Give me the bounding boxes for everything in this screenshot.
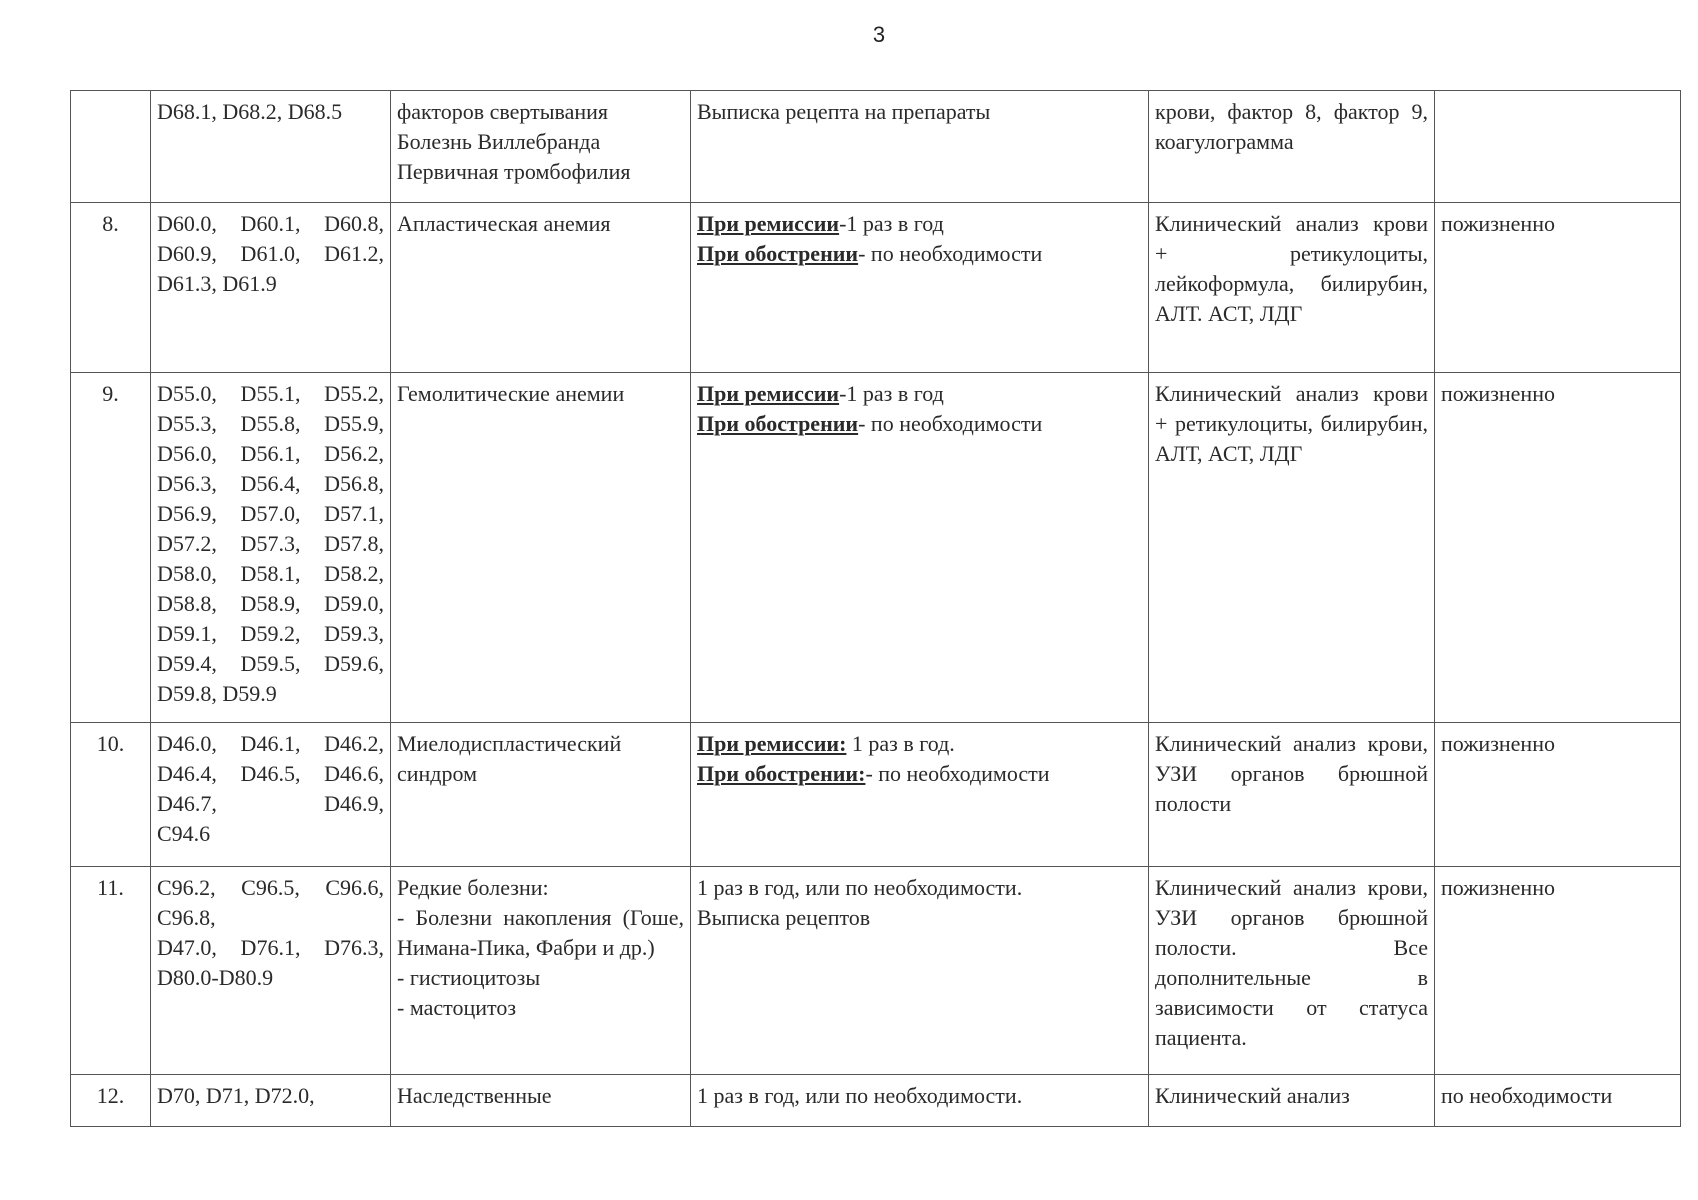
lab-tests-cell: Клинический анализ крови, УЗИ органов брюшной полости. Все дополнительные в зависимости от статуса пациента. [1149,867,1435,1075]
frequency-line [697,209,1142,239]
icd-codes-cell [151,373,391,723]
icd-code-line: D55.0, D55.1, D55.2, [157,381,384,406]
disease-line: - гистиоцитозы [397,965,541,990]
lab-tests-cell: Клинический анализ [1149,1075,1435,1127]
observation-frequency-cell [691,373,1149,723]
icd-code-line: D58.8, D58.9, D59.0, [157,591,384,616]
duration-cell: пожизненно [1435,723,1681,867]
frequency-label: При обострении [697,411,859,436]
icd-code-line: D59.1, D59.2, D59.3, [157,621,384,646]
lab-tests-cell: крови, фактор 8, фактор 9, коагулограмма [1149,91,1435,203]
lab-tests-cell: Клинический анализ крови, УЗИ органов брюшной полости [1149,723,1435,867]
duration-cell: пожизненно [1435,867,1681,1075]
icd-code-line: D59.8, D59.9 [157,681,277,706]
frequency-text: -1 раз в год [839,381,944,406]
icd-code-line: D58.0, D58.1, D58.2, [157,561,384,586]
icd-code-line: D68.1, D68.2, D68.5 [157,99,343,124]
icd-code-line: D46.4, D46.5, D46.6, [157,761,384,786]
frequency-text: - по необходимости [858,411,1043,436]
disease-line: - мастоцитоз [397,995,517,1020]
frequency-label: При ремиссии [697,211,840,236]
icd-code-line: D56.9, D57.0, D57.1, [157,501,384,526]
observation-frequency-cell [691,91,1149,203]
icd-codes-cell [151,91,391,203]
row-number: 9. [71,373,151,723]
icd-code-line: C96.8, [157,905,216,930]
table-row [71,867,1681,1075]
duration-cell: пожизненно [1435,373,1681,723]
disease-line: синдром [397,761,478,786]
frequency-text: - по необходимости [858,241,1043,266]
disease-cell [391,867,691,1075]
disease-line: Болезнь Виллебранда [397,129,601,154]
disease-cell [391,1075,691,1127]
frequency-line [697,729,1142,759]
observation-frequency-cell [691,203,1149,373]
frequency-text: -1 раз в год [839,211,944,236]
disease-line: Миелодиспластический [397,731,622,756]
icd-code-line: D70, D71, D72.0, [157,1083,315,1108]
table-row [71,91,1681,203]
icd-code-line: C94.6 [157,821,211,846]
row-number: 12. [71,1075,151,1127]
frequency-label: При обострении: [697,761,866,786]
icd-code-line: D56.0, D56.1, D56.2, [157,441,384,466]
icd-codes-cell [151,723,391,867]
disease-line: - Болезни накопления (Гоше, Нимана-Пика, Фабри и др.) [397,905,684,960]
disease-line: Наследственные [397,1083,552,1108]
icd-code-line: D46.0, D46.1, D46.2, [157,731,384,756]
frequency-text: 1 раз в год, или по необходимости. [697,875,1023,900]
frequency-line [697,97,1142,127]
duration-cell: по необходимости [1435,1075,1681,1127]
icd-code-line: D56.3, D56.4, D56.8, [157,471,384,496]
disease-cell [391,723,691,867]
table-row [71,1075,1681,1127]
table-row [71,203,1681,373]
disease-line: факторов свертывания [397,99,609,124]
disease-line: Первичная тромбофилия [397,159,631,184]
icd-codes-cell [151,1075,391,1127]
disease-cell [391,91,691,203]
frequency-text: Выписка рецепта на препараты [697,99,991,124]
observation-frequency-cell [691,867,1149,1075]
icd-code-line: D59.4, D59.5, D59.6, [157,651,384,676]
table-row [71,373,1681,723]
icd-code-line: D55.3, D55.8, D55.9, [157,411,384,436]
icd-codes-cell [151,203,391,373]
lab-tests-cell: Клинический анализ крови + ретикулоциты, билирубин, АЛТ, АСТ, ЛДГ [1149,373,1435,723]
icd-code-line: D60.0, D60.1, D60.8, [157,211,384,236]
observation-frequency-cell [691,723,1149,867]
disease-line: Гемолитические анемии [397,381,625,406]
icd-codes-cell [151,867,391,1075]
duration-cell [1435,91,1681,203]
icd-code-line: D60.9, D61.0, D61.2, [157,241,384,266]
icd-code-line: D80.0-D80.9 [157,965,274,990]
table-body [71,91,1681,1127]
frequency-text: - по необходимости [865,761,1050,786]
disease-cell [391,203,691,373]
frequency-line [697,379,1142,409]
frequency-line [697,239,1142,269]
disease-line: Редкие болезни: [397,875,549,900]
frequency-text: 1 раз в год, или по необходимости. [697,1083,1023,1108]
lab-tests-cell: Клинический анализ крови + ретикулоциты, лейкоформула, билирубин, АЛТ. АСТ, ЛДГ [1149,203,1435,373]
frequency-text: 1 раз в год. [846,731,955,756]
disease-line: Апластическая анемия [397,211,611,236]
frequency-label: При обострении [697,241,859,266]
frequency-line [697,873,1142,903]
icd-code-line: D61.3, D61.9 [157,271,277,296]
row-number: 8. [71,203,151,373]
row-number: 10. [71,723,151,867]
frequency-line [697,759,1142,789]
icd-code-line: D57.2, D57.3, D57.8, [157,531,384,556]
duration-cell: пожизненно [1435,203,1681,373]
observation-frequency-cell [691,1075,1149,1127]
icd-code-line: C96.2, C96.5, C96.6, [157,875,384,900]
page-number: 3 [872,22,886,47]
frequency-line [697,1081,1142,1111]
frequency-label: При ремиссии: [697,731,847,756]
frequency-line [697,903,1142,933]
disease-cell [391,373,691,723]
row-number [71,91,151,203]
icd-code-line: D46.7, D46.9, [157,791,384,816]
row-number: 11. [71,867,151,1075]
icd-code-line: D47.0, D76.1, D76.3, [157,935,384,960]
diagnosis-table [70,90,1681,1127]
frequency-label: При ремиссии [697,381,840,406]
table-row [71,723,1681,867]
frequency-text: Выписка рецептов [697,905,871,930]
frequency-line [697,409,1142,439]
